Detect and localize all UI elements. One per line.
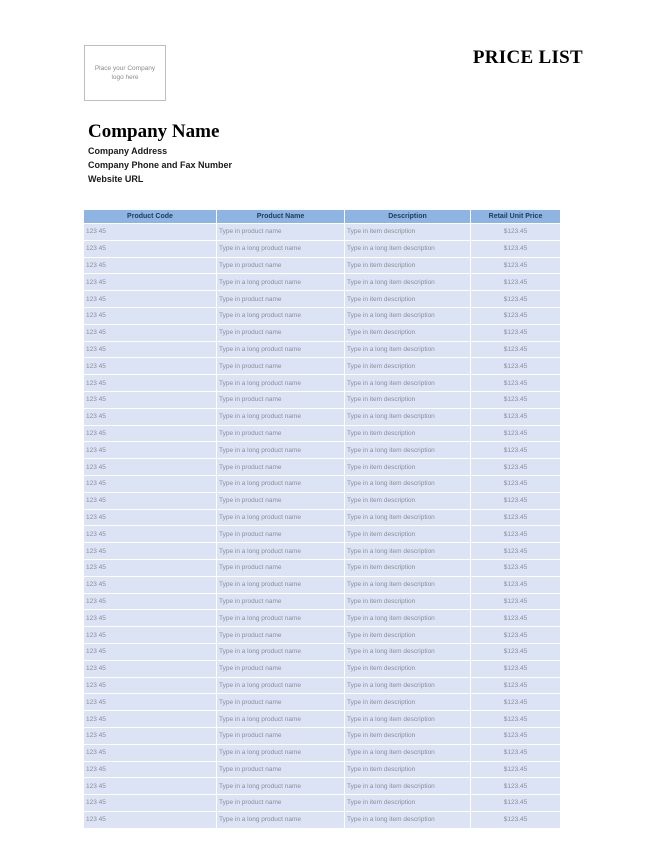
- description-cell[interactable]: Type in a long item description: [345, 341, 471, 358]
- price-cell[interactable]: $123.45: [471, 324, 560, 341]
- price-cell[interactable]: $123.45: [471, 693, 560, 710]
- product-code-cell[interactable]: 123 45: [84, 307, 217, 324]
- table-row: [84, 794, 560, 811]
- description-cell[interactable]: Type in a long item description: [345, 609, 471, 626]
- product-name-cell[interactable]: Type in a long product name: [217, 408, 345, 425]
- table-row: [84, 240, 560, 257]
- table-header-row: [84, 210, 560, 223]
- description-cell[interactable]: Type in a long item description: [345, 374, 471, 391]
- price-cell[interactable]: $123.45: [471, 626, 560, 643]
- table-row: [84, 576, 560, 593]
- table-row: [84, 509, 560, 526]
- description-cell[interactable]: Type in a long item description: [345, 576, 471, 593]
- table-row: [84, 626, 560, 643]
- table-row: [84, 727, 560, 744]
- table-row: [84, 257, 560, 274]
- price-cell[interactable]: $123.45: [471, 475, 560, 492]
- column-header-retail-unit-price: Retail Unit Price: [471, 210, 560, 223]
- product-code-cell[interactable]: 123 45: [84, 391, 217, 408]
- price-table: [84, 210, 560, 828]
- product-name-cell[interactable]: Type in product name: [217, 425, 345, 442]
- product-name-cell[interactable]: Type in a long product name: [217, 475, 345, 492]
- table-row: [84, 542, 560, 559]
- product-code-cell[interactable]: 123 45: [84, 408, 217, 425]
- description-cell[interactable]: Type in item description: [345, 257, 471, 274]
- table-row: [84, 593, 560, 610]
- product-name-cell[interactable]: Type in product name: [217, 458, 345, 475]
- description-cell[interactable]: Type in item description: [345, 794, 471, 811]
- product-name-cell[interactable]: Type in a long product name: [217, 374, 345, 391]
- table-row: [84, 441, 560, 458]
- product-code-cell[interactable]: 123 45: [84, 324, 217, 341]
- product-name-cell[interactable]: Type in a long product name: [217, 677, 345, 694]
- logo-placeholder[interactable]: [84, 45, 166, 101]
- price-cell[interactable]: $123.45: [471, 290, 560, 307]
- price-cell[interactable]: $123.45: [471, 492, 560, 509]
- table-row: [84, 559, 560, 576]
- product-name-cell[interactable]: Type in product name: [217, 593, 345, 610]
- product-code-cell[interactable]: 123 45: [84, 223, 217, 240]
- table-row: [84, 761, 560, 778]
- product-code-cell[interactable]: 123 45: [84, 341, 217, 358]
- price-cell[interactable]: $123.45: [471, 425, 560, 442]
- description-cell[interactable]: Type in item description: [345, 357, 471, 374]
- table-row: [84, 408, 560, 425]
- product-code-cell[interactable]: 123 45: [84, 794, 217, 811]
- product-name-cell[interactable]: Type in product name: [217, 290, 345, 307]
- description-cell[interactable]: Type in item description: [345, 626, 471, 643]
- product-code-cell[interactable]: 123 45: [84, 492, 217, 509]
- price-cell[interactable]: $123.45: [471, 811, 560, 828]
- price-cell[interactable]: $123.45: [471, 777, 560, 794]
- price-cell[interactable]: $123.45: [471, 374, 560, 391]
- product-name-cell[interactable]: Type in product name: [217, 391, 345, 408]
- product-code-cell[interactable]: 123 45: [84, 693, 217, 710]
- price-cell[interactable]: $123.45: [471, 609, 560, 626]
- product-code-cell[interactable]: 123 45: [84, 290, 217, 307]
- price-cell[interactable]: $123.45: [471, 576, 560, 593]
- description-cell[interactable]: Type in a long item description: [345, 273, 471, 290]
- price-cell[interactable]: $123.45: [471, 357, 560, 374]
- description-cell[interactable]: Type in a long item description: [345, 509, 471, 526]
- product-code-cell[interactable]: 123 45: [84, 525, 217, 542]
- table-row: [84, 290, 560, 307]
- description-cell[interactable]: Type in item description: [345, 593, 471, 610]
- price-cell[interactable]: $123.45: [471, 660, 560, 677]
- table-row: [84, 643, 560, 660]
- table-row: [84, 660, 560, 677]
- product-code-cell[interactable]: 123 45: [84, 811, 217, 828]
- product-code-cell[interactable]: 123 45: [84, 509, 217, 526]
- table-row: [84, 525, 560, 542]
- description-cell[interactable]: Type in a long item description: [345, 777, 471, 794]
- company-address: Company Address: [88, 146, 168, 156]
- product-name-cell[interactable]: Type in product name: [217, 626, 345, 643]
- price-cell[interactable]: $123.45: [471, 341, 560, 358]
- description-cell[interactable]: Type in a long item description: [345, 475, 471, 492]
- price-cell[interactable]: $123.45: [471, 710, 560, 727]
- product-name-cell[interactable]: Type in a long product name: [217, 777, 345, 794]
- table-row: [84, 710, 560, 727]
- document-title: PRICE LIST: [472, 47, 583, 68]
- description-cell[interactable]: Type in item description: [345, 525, 471, 542]
- product-name-cell[interactable]: Type in a long product name: [217, 609, 345, 626]
- description-cell[interactable]: Type in a long item description: [345, 677, 471, 694]
- table-row: [84, 475, 560, 492]
- price-cell[interactable]: $123.45: [471, 559, 560, 576]
- table-row: [84, 324, 560, 341]
- description-cell[interactable]: Type in item description: [345, 324, 471, 341]
- logo-placeholder-text: Place your Company logo here: [94, 65, 156, 81]
- product-name-cell[interactable]: Type in product name: [217, 257, 345, 274]
- column-header-product-name: Product Name: [217, 210, 345, 223]
- description-cell[interactable]: Type in a long item description: [345, 542, 471, 559]
- description-cell[interactable]: Type in item description: [345, 660, 471, 677]
- product-code-cell[interactable]: 123 45: [84, 240, 217, 257]
- price-cell[interactable]: $123.45: [471, 458, 560, 475]
- table-row: [84, 307, 560, 324]
- description-cell[interactable]: Type in item description: [345, 559, 471, 576]
- table-row: [84, 492, 560, 509]
- description-cell[interactable]: Type in item description: [345, 761, 471, 778]
- product-name-cell[interactable]: Type in a long product name: [217, 710, 345, 727]
- table-row: [84, 341, 560, 358]
- description-cell[interactable]: Type in item description: [345, 727, 471, 744]
- product-code-cell[interactable]: 123 45: [84, 542, 217, 559]
- product-code-cell[interactable]: 123 45: [84, 374, 217, 391]
- product-code-cell[interactable]: 123 45: [84, 727, 217, 744]
- table-row: [84, 458, 560, 475]
- product-name-cell[interactable]: Type in a long product name: [217, 341, 345, 358]
- product-name-cell[interactable]: Type in product name: [217, 727, 345, 744]
- product-name-cell[interactable]: Type in product name: [217, 559, 345, 576]
- price-cell[interactable]: $123.45: [471, 744, 560, 761]
- column-header-description: Description: [345, 210, 471, 223]
- product-name-cell[interactable]: Type in product name: [217, 357, 345, 374]
- description-cell[interactable]: Type in item description: [345, 425, 471, 442]
- product-name-cell[interactable]: Type in a long product name: [217, 509, 345, 526]
- product-name-cell[interactable]: Type in a long product name: [217, 273, 345, 290]
- product-name-cell[interactable]: Type in a long product name: [217, 643, 345, 660]
- product-name-cell[interactable]: Type in a long product name: [217, 744, 345, 761]
- product-code-cell[interactable]: 123 45: [84, 559, 217, 576]
- product-code-cell[interactable]: 123 45: [84, 425, 217, 442]
- product-code-cell[interactable]: 123 45: [84, 593, 217, 610]
- product-code-cell[interactable]: 123 45: [84, 643, 217, 660]
- product-code-cell[interactable]: 123 45: [84, 273, 217, 290]
- product-name-cell[interactable]: Type in product name: [217, 324, 345, 341]
- table-row: [84, 811, 560, 828]
- product-code-cell[interactable]: 123 45: [84, 626, 217, 643]
- product-code-cell[interactable]: 123 45: [84, 441, 217, 458]
- price-cell[interactable]: $123.45: [471, 542, 560, 559]
- product-name-cell[interactable]: Type in product name: [217, 525, 345, 542]
- product-code-cell[interactable]: 123 45: [84, 761, 217, 778]
- product-code-cell[interactable]: 123 45: [84, 677, 217, 694]
- price-cell[interactable]: $123.45: [471, 257, 560, 274]
- product-name-cell[interactable]: Type in product name: [217, 660, 345, 677]
- description-cell[interactable]: Type in item description: [345, 458, 471, 475]
- description-cell[interactable]: Type in a long item description: [345, 408, 471, 425]
- product-name-cell[interactable]: Type in product name: [217, 492, 345, 509]
- product-code-cell[interactable]: 123 45: [84, 609, 217, 626]
- product-code-cell[interactable]: 123 45: [84, 710, 217, 727]
- product-code-cell[interactable]: 123 45: [84, 660, 217, 677]
- price-cell[interactable]: $123.45: [471, 391, 560, 408]
- table-body: [84, 223, 560, 828]
- product-code-cell[interactable]: 123 45: [84, 257, 217, 274]
- product-code-cell[interactable]: 123 45: [84, 458, 217, 475]
- table-row: [84, 677, 560, 694]
- price-cell[interactable]: $123.45: [471, 525, 560, 542]
- description-cell[interactable]: Type in a long item description: [345, 307, 471, 324]
- description-cell[interactable]: Type in a long item description: [345, 744, 471, 761]
- price-cell[interactable]: $123.45: [471, 307, 560, 324]
- product-code-cell[interactable]: 123 45: [84, 357, 217, 374]
- description-cell[interactable]: Type in a long item description: [345, 811, 471, 828]
- description-cell[interactable]: Type in a long item description: [345, 643, 471, 660]
- company-website: Website URL: [88, 174, 144, 184]
- price-cell[interactable]: $123.45: [471, 223, 560, 240]
- description-cell[interactable]: Type in a long item description: [345, 240, 471, 257]
- product-code-cell[interactable]: 123 45: [84, 777, 217, 794]
- table-row: [84, 357, 560, 374]
- description-cell[interactable]: Type in a long item description: [345, 710, 471, 727]
- price-cell[interactable]: $123.45: [471, 794, 560, 811]
- description-cell[interactable]: Type in item description: [345, 492, 471, 509]
- product-name-cell[interactable]: Type in a long product name: [217, 240, 345, 257]
- table-row: [84, 425, 560, 442]
- column-header-product-code: Product Code: [84, 210, 217, 223]
- price-cell[interactable]: $123.45: [471, 643, 560, 660]
- product-code-cell[interactable]: 123 45: [84, 475, 217, 492]
- product-name-cell[interactable]: Type in a long product name: [217, 441, 345, 458]
- table-row: [84, 693, 560, 710]
- description-cell[interactable]: Type in item description: [345, 391, 471, 408]
- product-code-cell[interactable]: 123 45: [84, 576, 217, 593]
- price-cell[interactable]: $123.45: [471, 727, 560, 744]
- description-cell[interactable]: Type in a long item description: [345, 441, 471, 458]
- price-cell[interactable]: $123.45: [471, 677, 560, 694]
- product-name-cell[interactable]: Type in product name: [217, 223, 345, 240]
- product-name-cell[interactable]: Type in a long product name: [217, 576, 345, 593]
- price-cell[interactable]: $123.45: [471, 441, 560, 458]
- price-cell[interactable]: $123.45: [471, 593, 560, 610]
- product-name-cell[interactable]: Type in product name: [217, 693, 345, 710]
- company-phone-fax: Company Phone and Fax Number: [88, 160, 233, 170]
- company-name: Company Name: [88, 121, 220, 142]
- price-cell[interactable]: $123.45: [471, 509, 560, 526]
- table-row: [84, 391, 560, 408]
- price-cell[interactable]: $123.45: [471, 273, 560, 290]
- price-cell[interactable]: $123.45: [471, 761, 560, 778]
- price-cell[interactable]: $123.45: [471, 408, 560, 425]
- table-row: [84, 273, 560, 290]
- product-name-cell[interactable]: Type in product name: [217, 761, 345, 778]
- table-row: [84, 609, 560, 626]
- table-row: [84, 744, 560, 761]
- description-cell[interactable]: Type in item description: [345, 693, 471, 710]
- product-name-cell[interactable]: Type in a long product name: [217, 307, 345, 324]
- product-name-cell[interactable]: Type in product name: [217, 794, 345, 811]
- price-cell[interactable]: $123.45: [471, 240, 560, 257]
- table-row: [84, 777, 560, 794]
- product-code-cell[interactable]: 123 45: [84, 744, 217, 761]
- table-row: [84, 223, 560, 240]
- description-cell[interactable]: Type in item description: [345, 223, 471, 240]
- table-row: [84, 374, 560, 391]
- product-name-cell[interactable]: Type in a long product name: [217, 811, 345, 828]
- description-cell[interactable]: Type in item description: [345, 290, 471, 307]
- product-name-cell[interactable]: Type in a long product name: [217, 542, 345, 559]
